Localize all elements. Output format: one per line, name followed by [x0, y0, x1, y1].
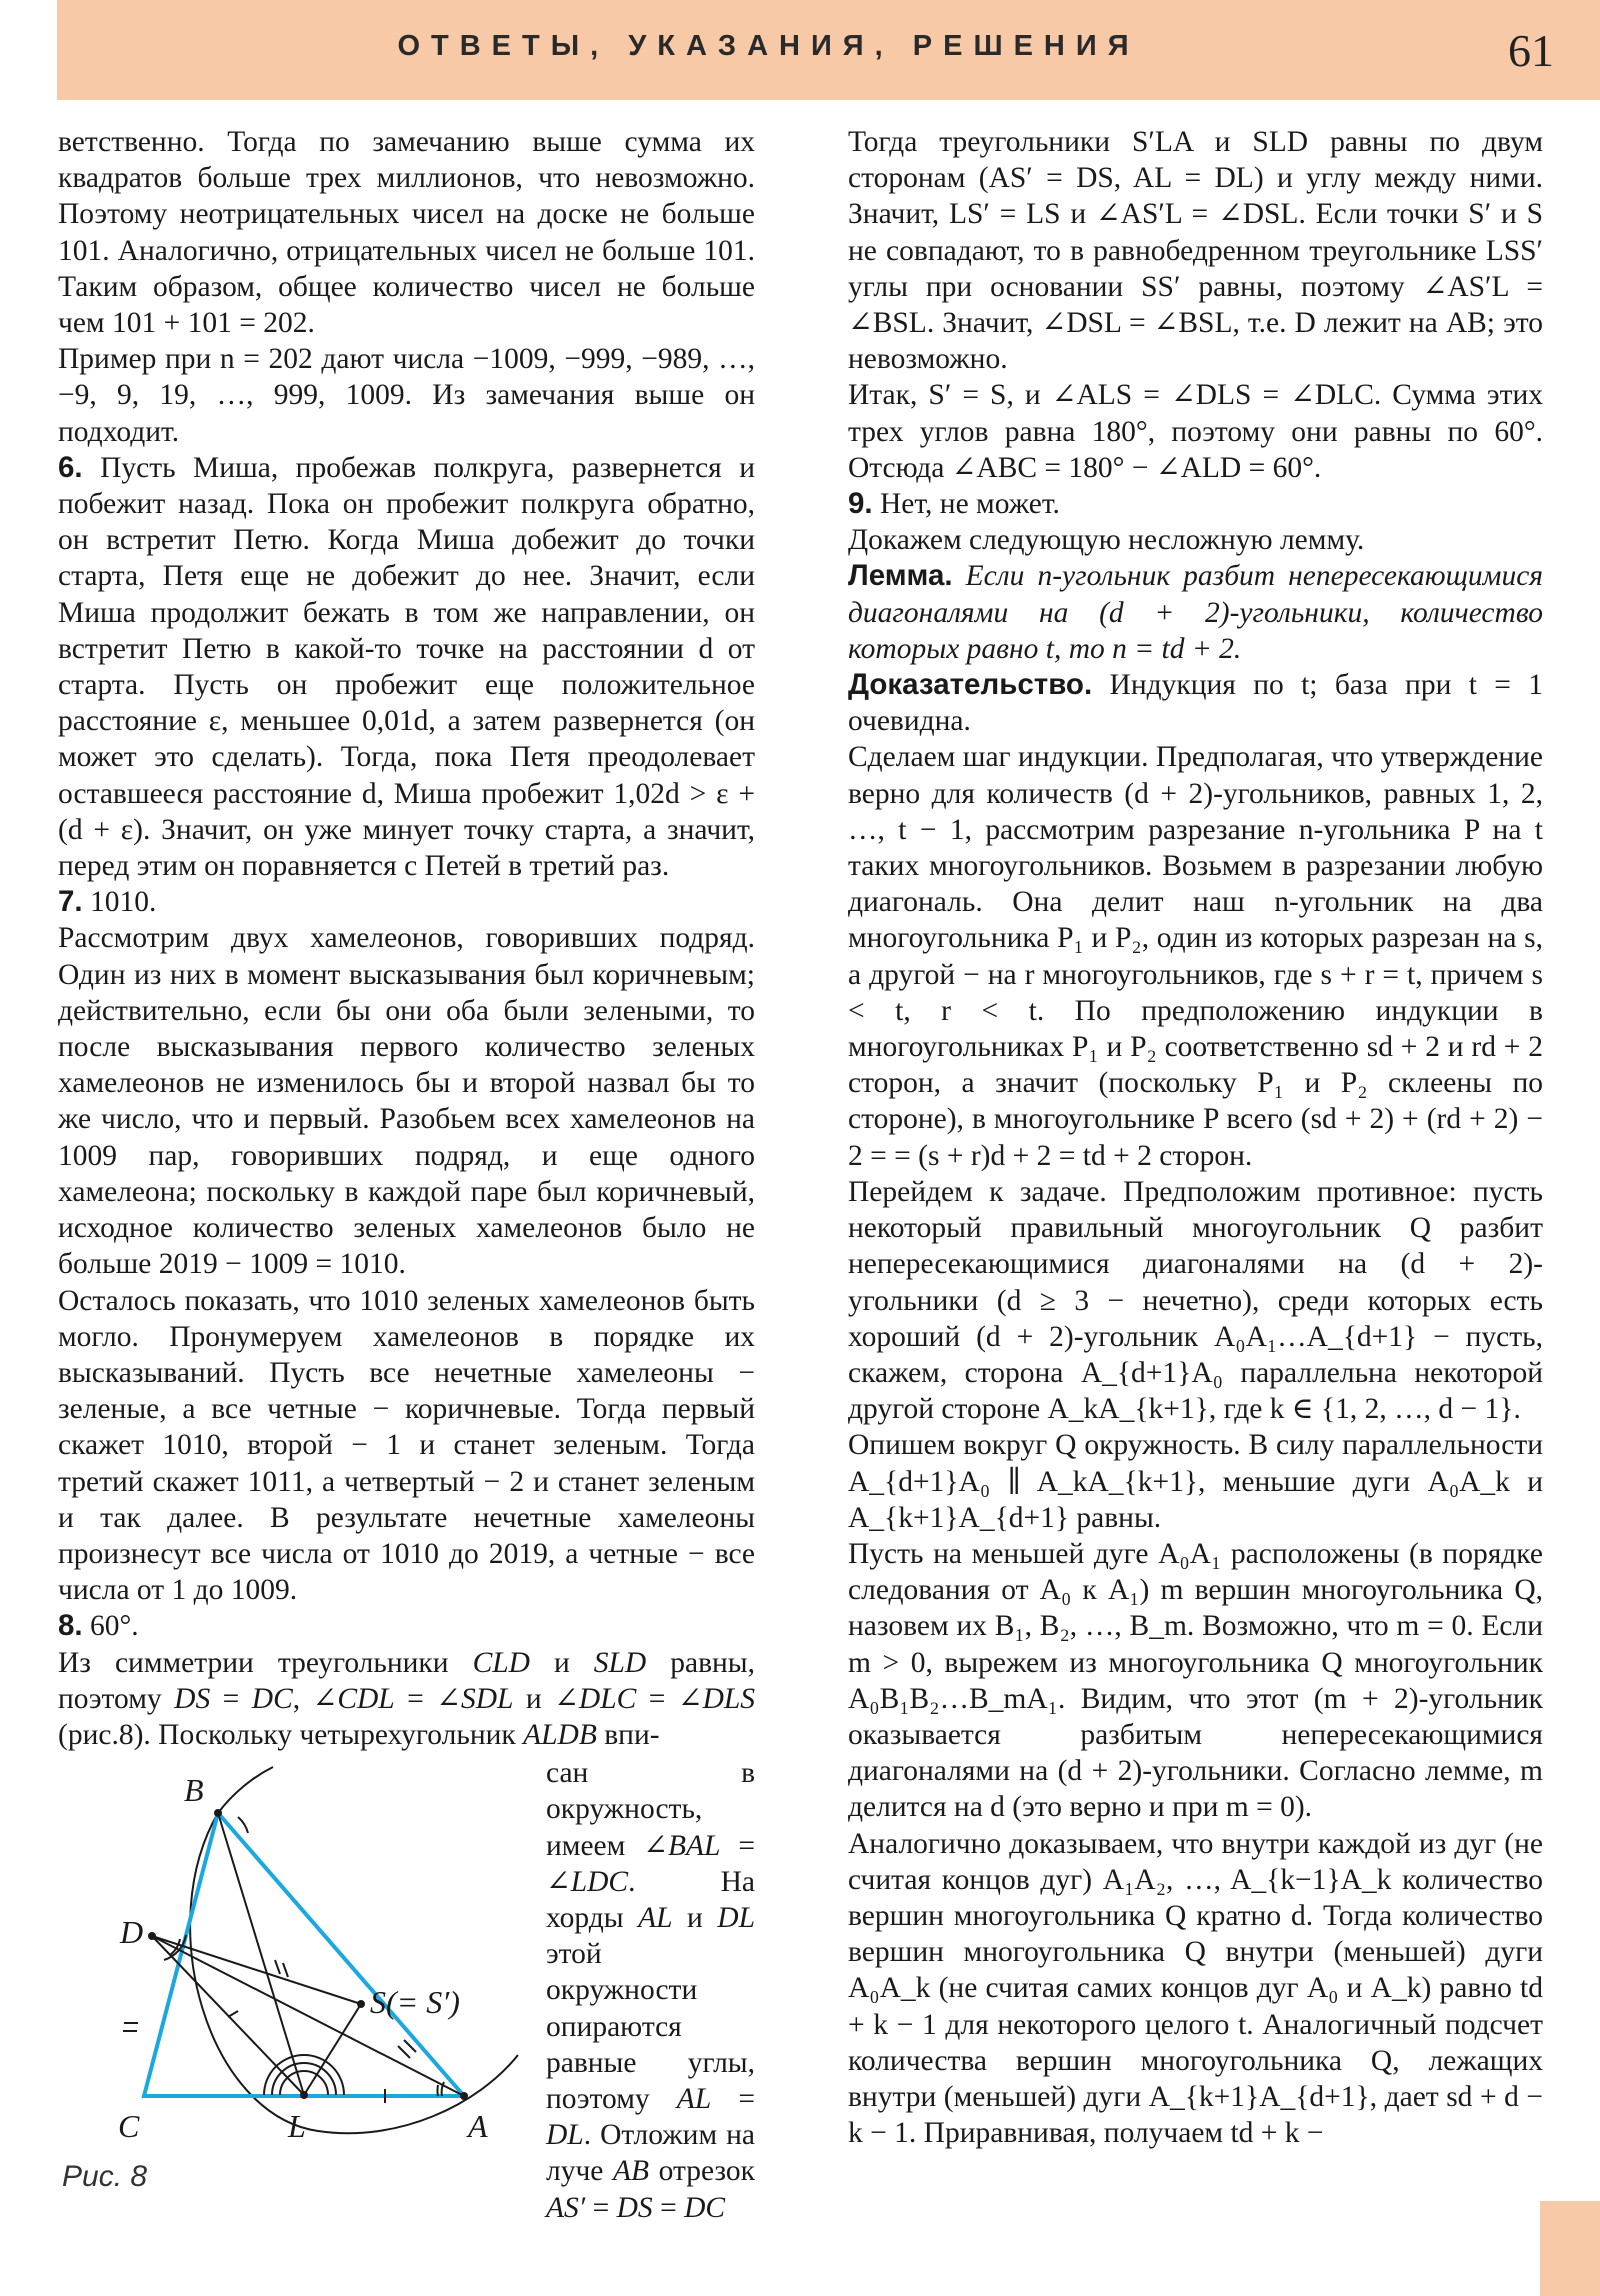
point-s	[357, 2000, 365, 2008]
circle-arc	[190, 1813, 518, 2133]
paragraph: ветственно. Тогда по замечанию выше сумма их квадратов больше трех миллионов, что невозможно. Поэтому неотрицательных чисел на доске не больше 101. Аналогично, отрицательных чисел не больше 101. Таким образом, общее количество чисел не больше чем 101 + 101 = 202.	[58, 126, 755, 340]
paragraph: Осталось показать, что 1010 зеленых хамелеонов быть могло. Пронумеруем хамелеонов в порядке их высказываний. Пусть все нечетные хамелеоны − зеленые, а все четные − коричневые. Тогда первый скажет 1010, второй − 1 и станет зеленым. Тогда третий скажет 1011, а четвертый − 2 и станет зеленым и так далее. В результате нечетные хамелеоны произнесут все числа от 1010 до 2019, а четные − все числа от 1 до 1009.	[58, 1284, 755, 1607]
left-column	[58, 124, 756, 2224]
lemma-text: Если n-угольник разбит непересекающимися диагоналями на (d + 2)-угольники, количество которых равно t, то n = td + 2.	[848, 560, 1543, 665]
label-l: L	[288, 2108, 306, 2145]
problem-number: 7.	[58, 885, 83, 919]
tick-mark	[398, 2046, 410, 2058]
answer: 60°.	[89, 1610, 139, 1643]
problem-text: Пусть Миша, пробежав полкруга, развернется и побежит назад. Пока он пробежит полкруга обратно, он встретит Петю. Когда Миша добежит до точки старта, Петя еще не добежит до нее. Значит, если Миша продолжит бежать в том же направлении, он встретит Петю в какой-то точке на расстоянии d от старта. Пусть он пробежит еще положительное расстояние ε, меньшее 0,01d, а затем развернется (он может это сделать). Тогда, пока Петя преодолевает оставшееся расстояние d, Миша пробежит 1,02d > ε + (d + ε). Значит, он уже минует точку старта, а значит, перед этим он поравняется с Петей в третий раз.	[58, 451, 755, 883]
answer: 1010.	[89, 886, 157, 919]
point-l	[300, 2091, 308, 2099]
figure-side-text: сан в окружность, имеем ∠BAL = ∠LDC. На хорды AL и DL этой окружности опираются равные углы, поэтому AL = DL. Отложим на луче AB отрезок AS′ = DS = DC	[546, 1757, 755, 2224]
circle-arc-top	[218, 1767, 273, 1813]
figure-caption: Рис. 8	[62, 2160, 148, 2194]
lemma	[848, 558, 1543, 667]
angle-arc	[272, 2063, 336, 2095]
point-d	[148, 1932, 156, 1940]
header-band	[57, 0, 1600, 100]
problem-number: 6.	[58, 450, 83, 484]
angle-arc	[238, 1817, 248, 1833]
page-number: 61	[1508, 25, 1554, 76]
right-column	[848, 124, 1543, 2151]
label-s: S(= S′)	[370, 1984, 460, 2021]
tick-mark	[228, 2011, 238, 2017]
proof-label: Доказательство.	[848, 668, 1093, 702]
tick-mark	[283, 1963, 288, 1977]
problem-number: 9.	[848, 487, 873, 521]
header-title: ОТВЕТЫ, УКАЗАНИЯ, РЕШЕНИЯ	[397, 30, 1140, 62]
paragraph: Пример при n = 202 дают числа −1009, −999, −989, …, −9, 9, 19, …, 999, 1009. Из замечания выше он подходит.	[58, 343, 755, 448]
geometry-figure	[58, 1755, 538, 2155]
paragraph: Рассмотрим двух хамелеонов, говоривших подряд. Один из них в момент высказывания был коричневым; действительно, если бы они оба были зелеными, то после высказывания первого количество зеленых хамелеонов не изменилось бы и второй назвал бы то же число, что и первый. Разобьем всех хамелеонов на 1009 пар, говоривших подряд, и еще одного хамелеона; поскольку в каждой паре был коричневый, исходное количество зеленых хамелеонов было не больше 2019 − 1009 = 1010.	[58, 922, 755, 1281]
proof-text: Индукция по t; база при t = 1 очевидна.	[848, 669, 1544, 738]
paragraph: Из симметрии треугольники CLD и SLD равны, поэтому DS = DC, ∠CDL = ∠SDL и ∠DLC = ∠DLS (рис.8). Поскольку четырехугольник ALDB впи-	[58, 1646, 756, 1751]
problem-number: 8.	[58, 1609, 83, 1643]
paragraph: Тогда треугольники S′LA и SLD равны по двум сторонам (AS′ = DS, AL = DL) и углу между ними. Значит, LS′ = LS и ∠AS′L = ∠DSL. Если точки S′ и S не совпадают, то в равнобедренном треугольнике LSS′ углы при основании SS′ равны, поэтому ∠AS′L = ∠BSL. Значит, ∠DSL = ∠BSL, т.е. D лежит на AB; это невозможно.	[848, 126, 1543, 376]
paragraph: Итак, S′ = S, и ∠ALS = ∠DLS = ∠DLC. Сумма этих трех углов равна 180°, поэтому они равны по 60°. Отсюда ∠ABC = 180° − ∠ALD = 60°.	[848, 379, 1543, 484]
paragraph: Сделаем шаг индукции. Предполагая, что утверждение верно для количеств (d + 2)-угольников, равных 1, 2, …, t − 1, рассмотрим разрезание n-угольника P на t таких многоугольников. Возьмем в разрезании любую диагональ. Она делит наш n-угольник на два многоугольника P₁ и P₂, один из которых разрезан на s, а другой − на r многоугольников, где s + r = t, причем s < t, r < t. По предположению индукции в многоугольниках P₁ и P₂ соответственно sd + 2 и rd + 2 сторон, а значит (поскольку P₁ и P₂ склеены по стороне), в многоугольнике P всего (sd + 2) + (rd + 2) − 2 = = (s + r)d + 2 = td + 2 сторон.	[848, 741, 1543, 1172]
segment-lb	[218, 1813, 304, 2095]
label-a: A	[468, 2108, 488, 2145]
answer: Нет, не может.	[879, 488, 1060, 521]
point-a	[460, 2092, 468, 2100]
tick-mark	[404, 2040, 416, 2052]
label-b: B	[184, 1772, 204, 1809]
paragraph: Пусть на меньшей дуге A₀A₁ расположены (в порядке следования от A₀ к A₁) m вершин многоугольника Q, назовем их B₁, B₂, …, B_m. Возможно, что m = 0. Если m > 0, вырежем из многоугольника Q многоугольник A₀B₁B₂…B_mA₁. Видим, что этот (m + 2)-угольник оказывается разбитым непересекающимися диагоналями на (d + 2)-угольники. Согласно лемме, m делится на d (это верно и при m = 0).	[848, 1537, 1543, 1824]
point-b	[214, 1809, 222, 1817]
problem-6	[58, 450, 755, 884]
side-tab	[1540, 2201, 1600, 2296]
paragraph: Аналогично доказываем, что внутри каждой из дуг (не считая концов дуг) A₁A₂, …, A_{k−1}A_k количество вершин многоугольника Q кратно d. Тогда количество вершин многоугольника Q внутри (меньшей) дуги A₀A_k (не считая самих концов дуг A₀ и A_k) равно td + k − 1 для некоторого целого t. Аналогичный подсчет количества вершин многоугольника Q, лежащих внутри (меньшей) дуги A_{k+1}A_{d+1}, дает sd + d − k − 1. Приравнивая, получаем td + k −	[848, 1827, 1543, 2150]
proof	[848, 667, 1543, 739]
paragraph: Перейдем к задаче. Предположим противное: пусть некоторый правильный многоугольник Q разбит непересекающимися диагоналями на (d + 2)-угольники (d ≥ 3 − нечетно), среди которых есть хороший (d + 2)-угольник A₀A₁…A_{d+1} − пусть, скажем, сторона A_{d+1}A₀ параллельна некоторой другой стороне A_kA_{k+1}, где k ∈ {1, 2, …, d − 1}.	[848, 1175, 1543, 1426]
problem-7-answer	[58, 884, 755, 920]
figure-8	[58, 1755, 755, 2224]
lemma-label: Лемма.	[848, 559, 953, 593]
problem-9-answer	[848, 486, 1543, 522]
angle-arc	[264, 2055, 344, 2095]
angle-arc	[437, 2085, 438, 2096]
problem-8-answer	[58, 1608, 755, 1644]
tick-mark	[275, 1960, 280, 1974]
paragraph: Докажем следующую несложную лемму.	[848, 524, 1365, 557]
label-d: D	[120, 1914, 144, 1951]
label-c: C	[118, 2108, 140, 2145]
paragraph: Опишем вокруг Q окружность. В силу параллельности A_{d+1}A₀ ∥ A_kA_{k+1}, меньшие дуги A₀A_k и A_{k+1}A_{d+1} равны.	[848, 1429, 1543, 1534]
